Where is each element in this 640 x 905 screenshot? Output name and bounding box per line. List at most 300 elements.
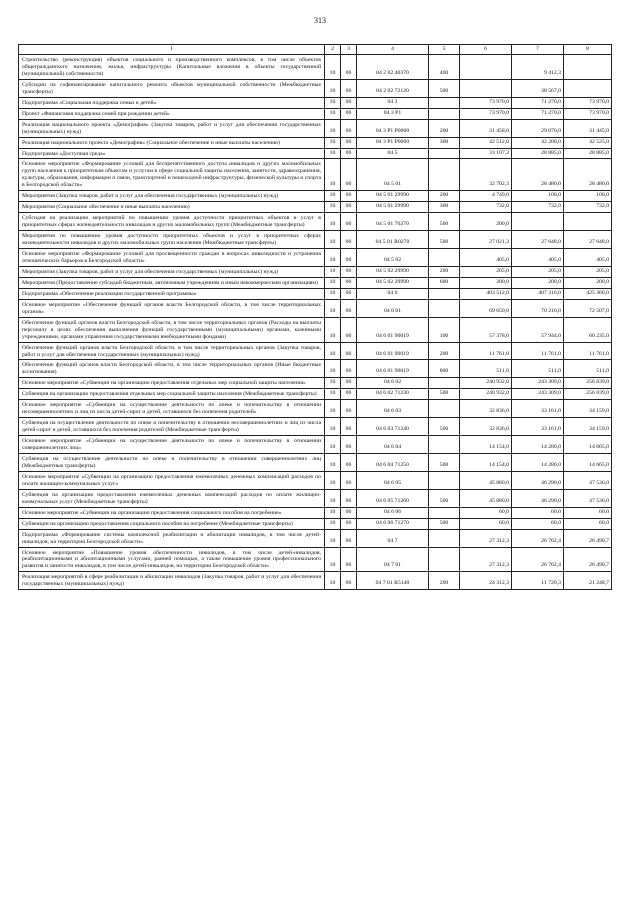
- section-code: 10: [325, 159, 341, 191]
- amount-col-7: 26 762,4: [512, 547, 564, 572]
- subsection-code: 06: [341, 389, 357, 400]
- row-name: Строительство (реконструкция) объектов социального и производственного комплексов, в том числе объектов общегражданского назначения, жилья, инфраструктуры (Капитальные вложения в объекты государственной (муниципальной) собственности): [19, 55, 325, 80]
- amount-col-8: 47 536,0: [564, 489, 612, 507]
- table-row: [19, 400, 612, 418]
- table-row: [19, 213, 612, 231]
- row-name: Подпрограмма «Обеспечение реализации государственной программы»: [19, 288, 325, 299]
- amount-col-8: 14 665,0: [564, 436, 612, 454]
- table-row: [19, 137, 612, 148]
- table-row: [19, 79, 612, 97]
- expense-type-code: 500: [429, 79, 460, 97]
- amount-col-6: 73 970,0: [460, 97, 512, 108]
- target-article-code: 04 7 01 R5140: [357, 572, 429, 590]
- expense-type-code: 400: [429, 55, 460, 80]
- target-article-code: 04 5 01 29990: [357, 191, 429, 202]
- subsection-code: 06: [341, 79, 357, 97]
- subsection-code: 06: [341, 360, 357, 378]
- target-article-code: 04 6 04 71250: [357, 453, 429, 471]
- subsection-code: 06: [341, 436, 357, 454]
- amount-col-7: 38 567,0: [512, 79, 564, 97]
- section-code: 10: [325, 507, 341, 518]
- table-row: [19, 97, 612, 108]
- amount-col-6: 27 021,3: [460, 231, 512, 249]
- column-header: 4: [357, 45, 429, 55]
- expense-type-code: [429, 547, 460, 572]
- amount-col-6: 60,0: [460, 507, 512, 518]
- subsection-code: 06: [341, 489, 357, 507]
- table-row: [19, 547, 612, 572]
- amount-col-7: 60,0: [512, 518, 564, 529]
- target-article-code: 04 6 03 71240: [357, 418, 429, 436]
- section-code: 10: [325, 79, 341, 97]
- expense-type-code: 500: [429, 389, 460, 400]
- section-code: 10: [325, 137, 341, 148]
- subsection-code: 06: [341, 288, 357, 299]
- table-row: [19, 108, 612, 119]
- subsection-code: 06: [341, 108, 357, 119]
- expense-type-code: [429, 436, 460, 454]
- target-article-code: 04 5 01 70270: [357, 213, 429, 231]
- subsection-code: 06: [341, 148, 357, 159]
- expense-type-code: [429, 378, 460, 389]
- amount-col-7: 60,0: [512, 507, 564, 518]
- row-name: Основное мероприятие «Формирование условий для беспрепятственного доступа инвалидов и других маломобильных групп населения к приоритетным объектам и услугам в сфере социальной защиты населения, занятости, здравоохранения, культуры, образования, информации и связи, транспортной и пешеходной инфраструктуры, физической культуры и спорта в Белгородской области»: [19, 159, 325, 191]
- expense-type-code: 500: [429, 213, 460, 231]
- amount-col-7: 33 161,0: [512, 400, 564, 418]
- section-code: 10: [325, 202, 341, 213]
- amount-col-6: 240 932,0: [460, 378, 512, 389]
- row-name: Субвенция на осуществление деятельности по опеке и попечительству в отношении совершеннолетних лиц (Межбюджетные трансферты): [19, 453, 325, 471]
- table-row: [19, 529, 612, 547]
- subsection-code: 06: [341, 418, 357, 436]
- amount-col-7: 46 290,0: [512, 471, 564, 489]
- table-row: [19, 231, 612, 249]
- amount-col-8: 256 839,0: [564, 378, 612, 389]
- amount-col-8: 42 525,0: [564, 137, 612, 148]
- amount-col-7: 511,0: [512, 360, 564, 378]
- target-article-code: 04 5 02: [357, 249, 429, 267]
- amount-col-8: 73 970,0: [564, 97, 612, 108]
- amount-col-8: 14 665,0: [564, 453, 612, 471]
- column-header: 6: [460, 45, 512, 55]
- amount-col-8: 60 235,0: [564, 317, 612, 342]
- section-code: 10: [325, 489, 341, 507]
- table-row: [19, 249, 612, 267]
- amount-col-8: 47 536,0: [564, 471, 612, 489]
- amount-col-6: 14 154,0: [460, 436, 512, 454]
- column-header: 2: [325, 45, 341, 55]
- amount-col-7: [512, 213, 564, 231]
- row-name: Обеспечение функций органов власти Белгородской области, в том числе территориальных органов (Расходы на выплаты персоналу в целях обеспечения выполнения функций государственными (муниципальными) органами, казенными учреждениями, органами управления государственными внебюджетными фондами): [19, 317, 325, 342]
- target-article-code: 04 6 06 71270: [357, 518, 429, 529]
- amount-col-6: 45 880,0: [460, 471, 512, 489]
- subsection-code: 06: [341, 137, 357, 148]
- target-article-code: 04 6 04: [357, 436, 429, 454]
- row-name: Основное мероприятие «Субвенции на осуществление деятельности по опеке и попечительству в отношении несовершеннолетних и лиц из числа детей-сирот и детей, оставшихся без попечения родителей»: [19, 400, 325, 418]
- table-row: [19, 360, 612, 378]
- section-code: 10: [325, 191, 341, 202]
- row-name: Основное мероприятие «Повышение уровня обеспеченности инвалидов, в том числе детей-инвалидов, реабилитационными и абилитационными услугами, ранней помощью, а также повышение уровня профессионального развития и занятости инвалидов, в том числе детей-инвалидов, на территории Белгородской области»: [19, 547, 325, 572]
- target-article-code: 04 6 01: [357, 299, 429, 317]
- target-article-code: 04 6 01 90019: [357, 342, 429, 360]
- row-name: Основное мероприятие «Субвенции на осуществление деятельности по опеке и попечительству в отношении совершеннолетних лиц»: [19, 436, 325, 454]
- target-article-code: 04 5 01 29990: [357, 202, 429, 213]
- amount-col-7: 243 309,0: [512, 378, 564, 389]
- column-header: 1: [19, 45, 325, 55]
- amount-col-8: 26 490,7: [564, 547, 612, 572]
- subsection-code: 06: [341, 97, 357, 108]
- row-name: Основное мероприятие «Субвенции на организацию предоставления социального пособия на погребение»: [19, 507, 325, 518]
- amount-col-7: 57 944,0: [512, 317, 564, 342]
- subsection-code: 06: [341, 342, 357, 360]
- table-row: [19, 191, 612, 202]
- amount-col-7: 42 200,0: [512, 137, 564, 148]
- section-code: 10: [325, 400, 341, 418]
- amount-col-7: 11 761,0: [512, 342, 564, 360]
- table-row: [19, 471, 612, 489]
- amount-col-7: 71 270,0: [512, 97, 564, 108]
- target-article-code: 04 6 05: [357, 471, 429, 489]
- table-row: [19, 518, 612, 529]
- amount-col-8: [564, 213, 612, 231]
- table-row: [19, 299, 612, 317]
- amount-col-6: 42 512,0: [460, 137, 512, 148]
- expense-type-code: [429, 507, 460, 518]
- amount-col-6: 200,0: [460, 277, 512, 288]
- target-article-code: 04 5: [357, 148, 429, 159]
- target-article-code: 04 3 P1: [357, 108, 429, 119]
- subsection-code: 06: [341, 400, 357, 418]
- table-row: [19, 436, 612, 454]
- section-code: 10: [325, 148, 341, 159]
- expense-type-code: 100: [429, 317, 460, 342]
- amount-col-6: 511,0: [460, 360, 512, 378]
- table-row: [19, 489, 612, 507]
- amount-col-6: 4 749,0: [460, 191, 512, 202]
- target-article-code: 04 6 03: [357, 400, 429, 418]
- table-row: [19, 159, 612, 191]
- subsection-code: 06: [341, 159, 357, 191]
- amount-col-8: 511,0: [564, 360, 612, 378]
- amount-col-7: 46 290,0: [512, 489, 564, 507]
- target-article-code: 04 5 02 29990: [357, 277, 429, 288]
- amount-col-8: 11 761,0: [564, 342, 612, 360]
- table-row: [19, 148, 612, 159]
- target-article-code: 04 2 02 40370: [357, 55, 429, 80]
- section-code: 10: [325, 213, 341, 231]
- row-name: Субсидия на реализацию мероприятий по повышению уровня доступности приоритетных объектов и услуг в приоритетных сферах жизнедеятельности инвалидов и других маломобильных групп (Межбюджетные трансферты): [19, 213, 325, 231]
- target-article-code: 04 2 02 72120: [357, 79, 429, 97]
- amount-col-8: 100,0: [564, 191, 612, 202]
- amount-col-7: 26 762,4: [512, 529, 564, 547]
- amount-col-6: [460, 79, 512, 97]
- expense-type-code: 500: [429, 453, 460, 471]
- row-name: Основное мероприятие «Обеспечение функций органов власти Белгородской области, в том числе территориальных органов»: [19, 299, 325, 317]
- amount-col-7: 205,0: [512, 266, 564, 277]
- amount-col-8: 28 480,0: [564, 159, 612, 191]
- subsection-code: 06: [341, 191, 357, 202]
- row-name: Субсидии на софинансирование капитального ремонта объектов муниципальной собственности (Межбюджетные трансферты): [19, 79, 325, 97]
- section-code: 10: [325, 436, 341, 454]
- amount-col-8: 34 159,0: [564, 400, 612, 418]
- table-row: [19, 507, 612, 518]
- target-article-code: 04 6 06: [357, 507, 429, 518]
- row-name: Обеспечение функций органов власти Белгородской области, в том числе территориальных органов (Иные бюджетные ассигнования): [19, 360, 325, 378]
- table-row: [19, 378, 612, 389]
- target-article-code: 04 6 01 90019: [357, 317, 429, 342]
- amount-col-6: 33 107,3: [460, 148, 512, 159]
- target-article-code: 04 7 01: [357, 547, 429, 572]
- expense-type-code: 200: [429, 191, 460, 202]
- expense-type-code: [429, 529, 460, 547]
- amount-col-8: 732,0: [564, 202, 612, 213]
- amount-col-7: 405,0: [512, 249, 564, 267]
- table-row: [19, 202, 612, 213]
- expense-type-code: [429, 288, 460, 299]
- table-row: [19, 389, 612, 400]
- row-name: Основное мероприятие «Субвенции на организацию предоставления отдельных мер социальной защиты населения»: [19, 378, 325, 389]
- target-article-code: 04 6 05 71260: [357, 489, 429, 507]
- amount-col-6: 405,0: [460, 249, 512, 267]
- subsection-code: 06: [341, 55, 357, 80]
- row-name: Мероприятия по повышению уровня доступности приоритетных объектов и услуг в приоритетных сферах жизнедеятельности инвалидов и других маломобильных групп населения (Межбюджетные трансферты): [19, 231, 325, 249]
- amount-col-6: 45 880,0: [460, 489, 512, 507]
- amount-col-7: 71 270,0: [512, 108, 564, 119]
- amount-col-6: 31 458,0: [460, 119, 512, 137]
- subsection-code: 06: [341, 119, 357, 137]
- section-code: 10: [325, 342, 341, 360]
- amount-col-8: 21 248,7: [564, 572, 612, 590]
- target-article-code: 04 3: [357, 97, 429, 108]
- amount-col-6: 200,0: [460, 213, 512, 231]
- row-name: Основное мероприятие «Формирование условий для просвещенности граждан в вопросах инвалидности и устранения отношенческих барьеров в Белгородской области»: [19, 249, 325, 267]
- subsection-code: 06: [341, 231, 357, 249]
- subsection-code: 06: [341, 277, 357, 288]
- amount-col-7: 100,0: [512, 191, 564, 202]
- expense-type-code: [429, 249, 460, 267]
- row-name: Субвенция на осуществление деятельности по опеке и попечительству в отношении несовершеннолетних и лиц из числа детей-сирот и детей, оставшихся без попечения родителей (Межбюджетные трансферты): [19, 418, 325, 436]
- section-code: 10: [325, 453, 341, 471]
- subsection-code: 06: [341, 249, 357, 267]
- subsection-code: 06: [341, 529, 357, 547]
- expense-type-code: 200: [429, 342, 460, 360]
- expense-type-code: 200: [429, 119, 460, 137]
- target-article-code: 04 5 01: [357, 159, 429, 191]
- expense-type-code: [429, 159, 460, 191]
- expense-type-code: [429, 299, 460, 317]
- expense-type-code: 300: [429, 202, 460, 213]
- row-name: Мероприятия (Закупка товаров, работ и услуг для обеспечения государственных (муниципальных) нужд): [19, 266, 325, 277]
- amount-col-6: 24 312,3: [460, 572, 512, 590]
- section-code: 10: [325, 317, 341, 342]
- target-article-code: 04 7: [357, 529, 429, 547]
- table-row: [19, 453, 612, 471]
- amount-col-8: 28 885,0: [564, 148, 612, 159]
- amount-col-8: [564, 55, 612, 80]
- amount-col-7: 29 070,0: [512, 119, 564, 137]
- amount-col-6: 11 761,0: [460, 342, 512, 360]
- amount-col-6: 27 312,3: [460, 529, 512, 547]
- subsection-code: 06: [341, 572, 357, 590]
- target-article-code: 04 3 P1 P0000: [357, 119, 429, 137]
- expense-type-code: 600: [429, 277, 460, 288]
- section-code: 10: [325, 97, 341, 108]
- amount-col-8: 425 366,0: [564, 288, 612, 299]
- expense-type-code: 500: [429, 518, 460, 529]
- row-name: Реализация национального проекта «Демография» (Закупка товаров, работ и услуг для обеспечения государственных (муниципальных) нужд): [19, 119, 325, 137]
- section-code: 10: [325, 360, 341, 378]
- table-row: [19, 119, 612, 137]
- amount-col-7: 407 316,0: [512, 288, 564, 299]
- target-article-code: 04 3 P1 P0000: [357, 137, 429, 148]
- table-row: [19, 288, 612, 299]
- amount-col-6: 403 512,0: [460, 288, 512, 299]
- section-code: 10: [325, 288, 341, 299]
- row-name: Подпрограмма «Доступная среда»: [19, 148, 325, 159]
- amount-col-8: 60,0: [564, 518, 612, 529]
- row-name: Мероприятия (Предоставление субсидий бюджетным, автономным учреждениям и иным некоммерческим организациям): [19, 277, 325, 288]
- amount-col-8: 405,0: [564, 249, 612, 267]
- amount-col-7: 9 412,3: [512, 55, 564, 80]
- subsection-code: 06: [341, 317, 357, 342]
- amount-col-6: 32 836,0: [460, 418, 512, 436]
- target-article-code: 04 5 02 29990: [357, 266, 429, 277]
- amount-col-7: 732,0: [512, 202, 564, 213]
- subsection-code: 06: [341, 299, 357, 317]
- amount-col-7: 11 720,3: [512, 572, 564, 590]
- amount-col-6: 32 836,0: [460, 400, 512, 418]
- section-code: 10: [325, 266, 341, 277]
- amount-col-6: 73 970,0: [460, 108, 512, 119]
- amount-col-6: 69 650,0: [460, 299, 512, 317]
- section-code: 10: [325, 518, 341, 529]
- amount-col-6: 32 702,3: [460, 159, 512, 191]
- amount-col-8: 200,0: [564, 277, 612, 288]
- expense-type-code: 800: [429, 360, 460, 378]
- section-code: 10: [325, 547, 341, 572]
- amount-col-8: 73 970,0: [564, 108, 612, 119]
- column-header: 5: [429, 45, 460, 55]
- section-code: 10: [325, 249, 341, 267]
- amount-col-8: 205,0: [564, 266, 612, 277]
- row-name: Реализация национального проекта «Демография» (Социальное обеспечение и иные выплаты населению): [19, 137, 325, 148]
- section-code: 10: [325, 529, 341, 547]
- amount-col-7: 14 280,0: [512, 436, 564, 454]
- expense-type-code: 200: [429, 266, 460, 277]
- budget-table: [18, 44, 612, 590]
- amount-col-8: 72 507,0: [564, 299, 612, 317]
- expense-type-code: 500: [429, 231, 460, 249]
- subsection-code: 06: [341, 213, 357, 231]
- section-code: 10: [325, 55, 341, 80]
- expense-type-code: 500: [429, 489, 460, 507]
- amount-col-7: 33 161,0: [512, 418, 564, 436]
- amount-col-7: 28 885,0: [512, 148, 564, 159]
- section-code: 10: [325, 378, 341, 389]
- section-code: 10: [325, 572, 341, 590]
- target-article-code: 04 6 02 71230: [357, 389, 429, 400]
- expense-type-code: [429, 97, 460, 108]
- section-code: 10: [325, 471, 341, 489]
- expense-type-code: [429, 148, 460, 159]
- table-row: [19, 418, 612, 436]
- subsection-code: 06: [341, 471, 357, 489]
- subsection-code: 06: [341, 518, 357, 529]
- amount-col-6: 57 378,0: [460, 317, 512, 342]
- expense-type-code: 300: [429, 137, 460, 148]
- amount-col-6: 732,0: [460, 202, 512, 213]
- amount-col-7: 200,0: [512, 277, 564, 288]
- amount-col-6: 27 312,3: [460, 547, 512, 572]
- row-name: Подпрограмма «Социальная поддержка семьи и детей»: [19, 97, 325, 108]
- amount-col-7: 14 280,0: [512, 453, 564, 471]
- amount-col-8: [564, 79, 612, 97]
- table-row: [19, 277, 612, 288]
- amount-col-6: [460, 55, 512, 80]
- amount-col-7: 243 309,0: [512, 389, 564, 400]
- expense-type-code: 500: [429, 418, 460, 436]
- amount-col-8: 34 159,0: [564, 418, 612, 436]
- expense-type-code: 200: [429, 572, 460, 590]
- column-header: 8: [564, 45, 612, 55]
- subsection-code: 06: [341, 507, 357, 518]
- table-header-row: [19, 45, 612, 55]
- row-name: Проект «Финансовая поддержка семей при рождении детей»: [19, 108, 325, 119]
- table-row: [19, 266, 612, 277]
- expense-type-code: [429, 471, 460, 489]
- row-name: Реализация мероприятий в сфере реабилитации и абилитации инвалидов (Закупка товаров, работ и услуг для обеспечения государственных (муниципальных) нужд): [19, 572, 325, 590]
- amount-col-8: 60,0: [564, 507, 612, 518]
- amount-col-6: 205,0: [460, 266, 512, 277]
- subsection-code: 06: [341, 547, 357, 572]
- target-article-code: 04 6: [357, 288, 429, 299]
- amount-col-8: 27 648,0: [564, 231, 612, 249]
- row-name: Субвенция на организацию предоставления отдельных мер социальной защиты населения (Межбюджетные трансферты): [19, 389, 325, 400]
- section-code: 10: [325, 108, 341, 119]
- amount-col-8: 31 445,0: [564, 119, 612, 137]
- row-name: Субвенция на организацию предоставления ежемесячных денежных компенсаций расходов по оплате жилищно-коммунальных услуг (Межбюджетные трансферты): [19, 489, 325, 507]
- expense-type-code: [429, 108, 460, 119]
- target-article-code: 04 6 01 90019: [357, 360, 429, 378]
- amount-col-6: 240 932,0: [460, 389, 512, 400]
- section-code: 10: [325, 277, 341, 288]
- section-code: 10: [325, 299, 341, 317]
- amount-col-6: 14 154,0: [460, 453, 512, 471]
- amount-col-8: 26 490,7: [564, 529, 612, 547]
- subsection-code: 06: [341, 202, 357, 213]
- row-name: Субвенции на организацию предоставления социального пособия на погребение (Межбюджетные трансферты): [19, 518, 325, 529]
- amount-col-6: 60,0: [460, 518, 512, 529]
- section-code: 10: [325, 418, 341, 436]
- subsection-code: 06: [341, 453, 357, 471]
- table-row: [19, 342, 612, 360]
- row-name: Обеспечение функций органов власти Белгородской области, в том числе территориальных органов (Закупка товаров, работ и услуг для обеспечения государственных (муниципальных) нужд): [19, 342, 325, 360]
- amount-col-8: 256 839,0: [564, 389, 612, 400]
- subsection-code: 06: [341, 378, 357, 389]
- row-name: Основное мероприятие «Субвенции на организацию предоставления ежемесячных денежных компенсаций расходов по оплате жилищно-коммунальных услуг»: [19, 471, 325, 489]
- expense-type-code: [429, 400, 460, 418]
- row-name: Мероприятия (Социальное обеспечение и иные выплаты населению): [19, 202, 325, 213]
- column-header: 3: [341, 45, 357, 55]
- target-article-code: 04 6 02: [357, 378, 429, 389]
- table-row: [19, 55, 612, 80]
- amount-col-7: 28 480,0: [512, 159, 564, 191]
- table-row: [19, 317, 612, 342]
- target-article-code: 04 5 01 R0270: [357, 231, 429, 249]
- row-name: Подпрограмма «Формирование системы комплексной реабилитации и абилитации инвалидов, в том числе детей-инвалидов, на территории Белгородской области»: [19, 529, 325, 547]
- section-code: 10: [325, 119, 341, 137]
- table-row: [19, 572, 612, 590]
